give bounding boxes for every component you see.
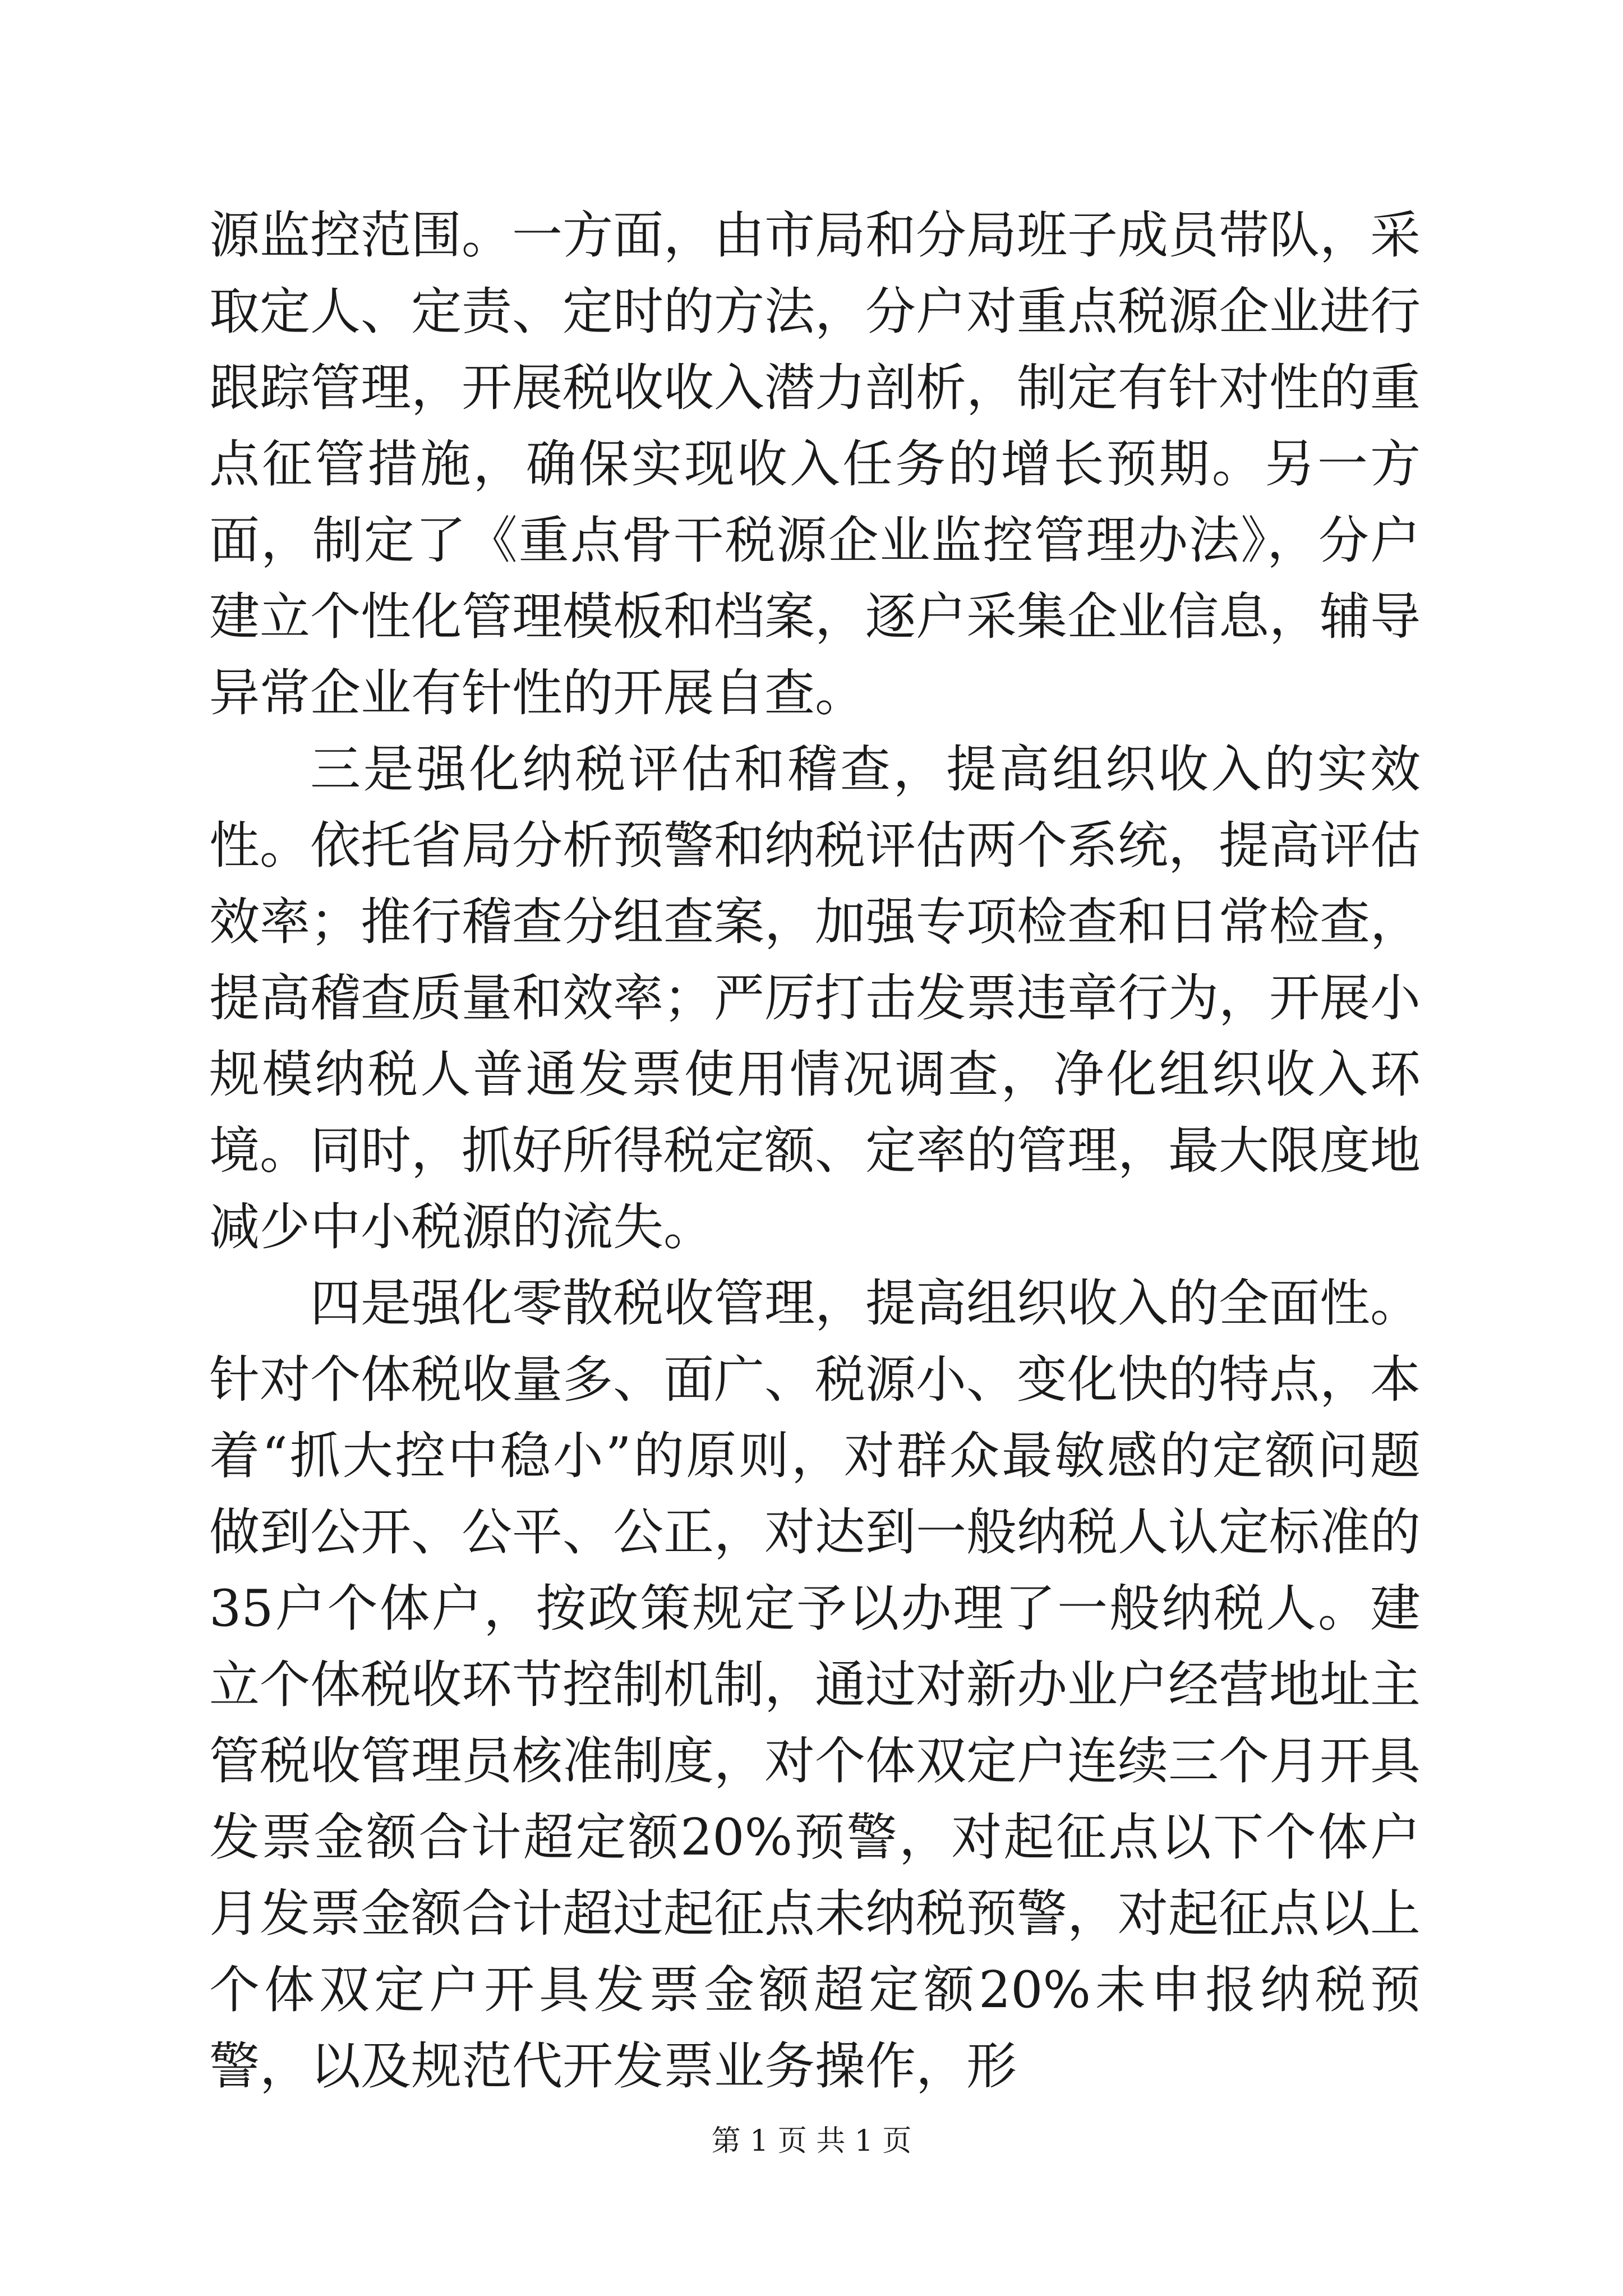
- document-body: [209, 197, 1421, 2105]
- paragraph-1: 源监控范围。一方面，由市局和分局班子成员带队，采取定人、定责、定时的方法，分户对重点税源企业进行跟踪管理，开展税收收入潜力剖析，制定有针对性的重点征管措施，确保实现收入任务的增长预期。另一方面，制定了《重点骨干税源企业监控管理办法》，分户建立个性化管理模板和档案，逐户采集企业信息，辅导异常企业有针性的开展自查。: [209, 206, 1421, 723]
- paragraph-2: 三是强化纳税评估和稽查，提高组织收入的实效性。依托省局分析预警和纳税评估两个系统，提高评估效率；推行稽查分组查案，加强专项检查和日常检查，提高稽查质量和效率；严厉打击发票违章行为，开展小规模纳税人普通发票使用情况调查，净化组织收入环境。同时，抓好所得税定额、定率的管理，最大限度地减少中小税源的流失。: [209, 740, 1421, 1257]
- page-footer: 第 1 页 共 1 页: [711, 2124, 912, 2158]
- paragraph-3: 四是强化零散税收管理，提高组织收入的全面性。针对个体税收量多、面广、税源小、变化快的特点，本着“抓大控中稳小”的原则，对群众最敏感的定额问题做到公开、公平、公正，对达到一般纳税人认定标准的35户个体户，按政策规定予以办理了一般纳税人。建立个体税收环节控制机制，通过对新办业户经营地址主管税收管理员核准制度，对个体双定户连续三个月开具发票金额合计超定额20%预警，对起征点以下个体户月发票金额合计超过起征点未纳税预警，对起征点以上个体双定户开具发票金额超定额20%未申报纳税预警，以及规范代开发票业务操作，形: [209, 1274, 1421, 2096]
